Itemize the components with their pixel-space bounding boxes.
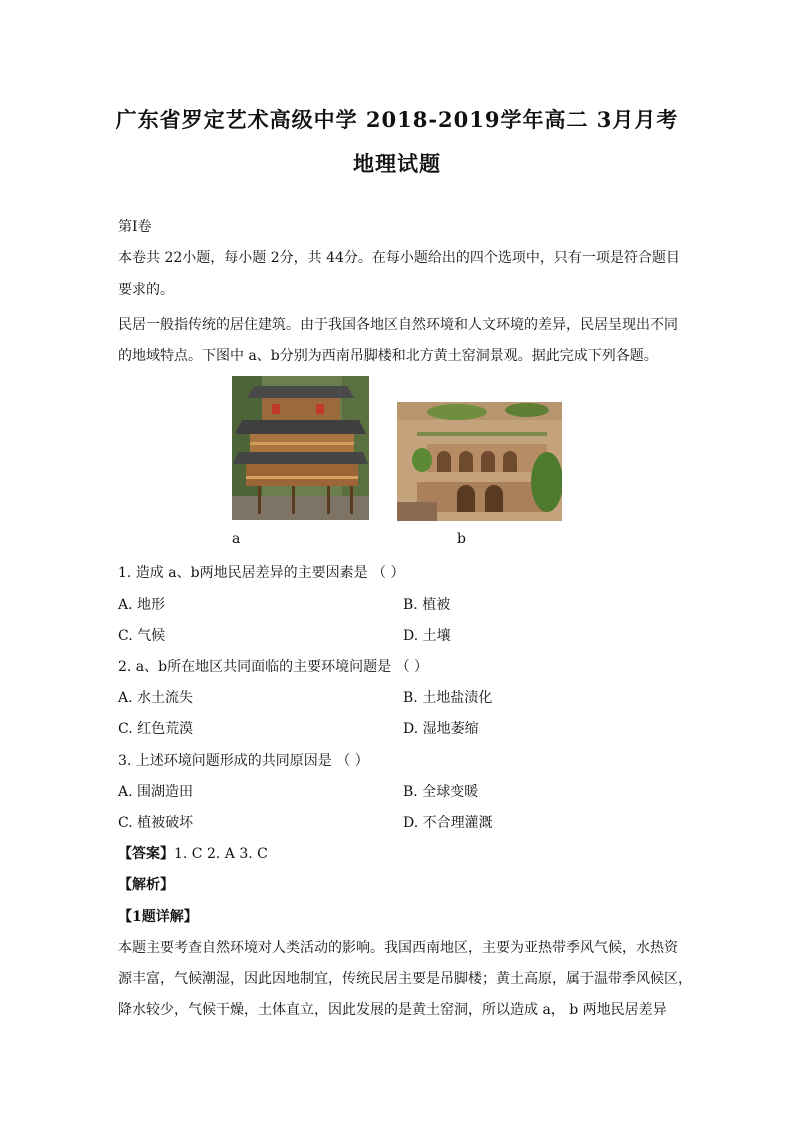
answer-label: 【答案】	[118, 846, 174, 862]
analysis-label: 【解析】	[118, 877, 174, 893]
question-3-option-a: A. 围湖造田	[118, 784, 194, 800]
question-3-stem: 3. 上述环境问题形成的共同原因是 （ ）	[118, 753, 369, 769]
caption-b: b	[457, 531, 466, 547]
section-label: 第I卷	[118, 219, 152, 235]
passage-line-2: 的地域特点。下图中 a、b分别为西南吊脚楼和北方黄土窑洞景观。据此完成下列各题。	[118, 348, 658, 364]
intro-line-1: 本卷共 22小题，每小题 2分，共 44分。在每小题给出的四个选项中，只有一项是符合题目	[118, 250, 680, 266]
question-3-option-c: C. 植被破坏	[118, 815, 194, 831]
answer-row	[118, 843, 268, 863]
caption-a: a	[232, 531, 241, 547]
photo-b-cave-dwelling	[397, 402, 562, 521]
question-2-stem: 2. a、b所在地区共同面临的主要环境问题是 （ ）	[118, 659, 429, 675]
detail-label: 【1题详解】	[118, 909, 198, 925]
question-2-option-d: D. 湿地萎缩	[403, 721, 479, 737]
explanation-line-2: 源丰富，气候潮湿，因此因地制宜，传统民居主要是吊脚楼；黄土高原，属于温带季风候区，	[118, 971, 692, 987]
passage-line-1: 民居一般指传统的居住建筑。由于我国各地区自然环境和人文环境的差异，民居呈现出不同	[118, 317, 678, 333]
question-2-option-c: C. 红色荒漠	[118, 721, 194, 737]
question-1-option-c: C. 气候	[118, 628, 166, 644]
explanation-line-3: 降水较少，气候干燥，土体直立，因此发展的是黄土窑洞，所以造成 a， b 两地民居差异	[118, 1002, 667, 1018]
question-1-option-d: D. 土壤	[403, 628, 451, 644]
photo-a-stilt-house	[232, 376, 369, 520]
question-3-option-b: B. 全球变暖	[403, 784, 479, 800]
page-title-line1: 广东省罗定艺术高级中学 2018-2019学年高二 3月月考	[115, 107, 679, 132]
page-title-line2: 地理试题	[353, 151, 441, 176]
answer-text: 1. C 2. A 3. C	[174, 846, 268, 862]
question-1-stem: 1. 造成 a、b两地民居差异的主要因素是 （ ）	[118, 565, 405, 581]
question-1-option-b: B. 植被	[403, 597, 451, 613]
question-3-option-d: D. 不合理灌溉	[403, 815, 493, 831]
question-2-option-b: B. 土地盐渍化	[403, 690, 493, 706]
question-2-option-a: A. 水土流失	[118, 690, 194, 706]
explanation-line-1: 本题主要考查自然环境对人类活动的影响。我国西南地区，主要为亚热带季风气候，水热资	[118, 940, 678, 956]
intro-line-2: 要求的。	[118, 282, 174, 298]
question-1-option-a: A. 地形	[118, 597, 166, 613]
